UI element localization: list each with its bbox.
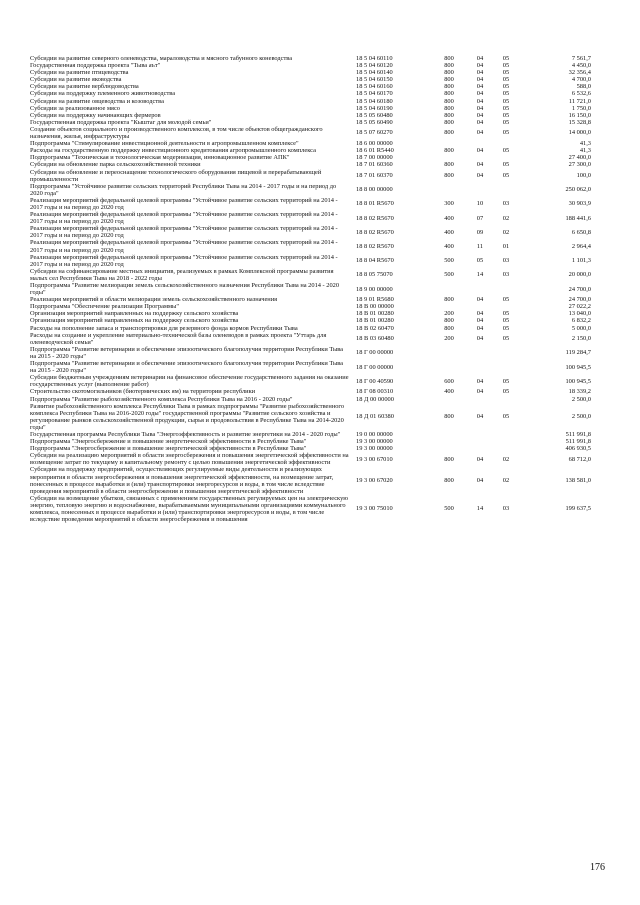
row-code: 18 5 05 60480 [356,111,393,119]
row-code: 18 8 01 R5670 [356,200,394,208]
row-section: 04 [476,335,484,343]
row-name: Подпрограмма "Развитие ветеринарии и обеспечение эпизоотического благополучия территории Республики Тыва на 2015 - 2020 годы" [30,360,344,375]
row-subsection [493,140,519,147]
row-expense-type: 800 [444,455,454,463]
row-expense-type [431,154,467,161]
page-number: 176 [590,862,605,873]
row-amount: 27 300,0 [568,161,591,169]
row-subsection [493,346,519,360]
row-code: 18 В 01 00280 [356,317,394,325]
row-section [467,282,493,296]
row-section: 04 [476,377,484,385]
row-code: 18 7 01 60360 [356,161,393,169]
row-code: 18 8 04 R5670 [356,257,394,265]
row-subsection: 01 [502,242,510,250]
row-name: Подпрограмма "Энергосбережение и повышение энергетической эффективности в Республике Тыва" [30,438,307,446]
row-code: 18 Г 08 00310 [356,388,394,396]
row-code: 18 5 04 60140 [356,69,393,77]
row-name: Подпрограмма "Устойчивое развитие сельских территорий Республики Тыва на 2014 - 2017 годы и на период до 2020 года" [30,182,337,197]
row-expense-type: 800 [444,104,454,112]
row-code: 18 5 04 60170 [356,90,393,98]
row-section [467,303,493,310]
row-section: 04 [476,104,484,112]
table-row [30,346,591,360]
row-section: 04 [476,455,484,463]
row-expense-type: 400 [444,242,454,250]
table-row [30,396,591,403]
row-subsection: 02 [502,477,510,485]
row-subsection: 05 [502,310,510,318]
row-section: 04 [476,76,484,84]
row-expense-type: 500 [444,271,454,279]
row-code: 18 8 00 00000 [356,186,393,194]
row-name: Субсидии на реализацию мероприятий в области энергосбережения и повышения энергетической эффективности на возмещение затрат по текущему и капитальному ремонту с целью повышения энергетической эффективности [30,452,349,467]
row-code: 18 5 04 60150 [356,76,393,84]
row-expense-type: 800 [444,55,454,62]
row-code: 18 Д 01 60380 [356,413,394,421]
table-row [30,154,591,161]
row-subsection: 05 [502,76,510,84]
row-subsection: 05 [502,111,510,119]
row-name: Подпрограмма "Развитие ветеринарии и обеспечение эпизоотического благополучия территории Республики Тыва на 2015 - 2020 годы" [30,345,344,360]
row-section: 04 [476,310,484,318]
row-code: 18 Г 00 00000 [356,349,394,357]
row-expense-type: 800 [444,118,454,126]
row-section: 04 [476,118,484,126]
row-amount: 41,3 [579,140,591,148]
row-name: Реализация мероприятий федеральной целевой программы "Устойчивое развитие сельских территорий на 2014 - 2017 годы и на период до 2020 год [30,239,338,254]
document-page [30,55,591,524]
row-subsection: 03 [502,505,510,513]
row-subsection: 05 [502,172,510,180]
row-amount: 6 532,6 [571,90,591,98]
row-subsection [493,303,519,310]
row-subsection: 03 [502,257,510,265]
table-row [30,332,591,346]
row-code: 18 8 05 75070 [356,271,393,279]
table-row [30,282,591,296]
row-code: 18 В 02 60470 [356,324,394,332]
row-subsection [493,360,519,374]
row-subsection: 05 [502,55,510,62]
row-expense-type: 400 [444,214,454,222]
row-amount: 27 022,2 [568,303,591,311]
row-name: Подпрограмма "Энергосбережение и повышение энергетической эффективности в Республике Тыва" [30,445,307,453]
row-name: Организация мероприятий направленных на поддержку сельского хозяйства [30,310,239,318]
row-amount: 27 400,0 [568,154,591,162]
row-amount: 6 650,8 [571,228,591,236]
row-name: Субсидии за реализованное мясо [30,104,120,112]
row-amount: 1 750,0 [571,104,591,112]
row-name: Подпрограмма "Обеспечение реализации Программы" [30,303,179,311]
row-name: Подпрограмма "Развитие рыбохозяйственного комплекса Республики Тыва на 2016 - 2020 годы" [30,395,293,403]
row-name: Субсидии на поддержку племенного животноводства [30,90,176,98]
table-row [30,62,591,69]
row-name: Организация мероприятий направленных на поддержку сельского хозяйства [30,317,239,325]
row-name: Расходы на государственную поддержку инвестиционного кредитования агропромышленного комплекса [30,147,316,155]
table-row [30,303,591,310]
row-section: 04 [476,129,484,137]
row-expense-type [431,360,467,374]
row-amount: 588,0 [576,83,591,91]
row-name: Субсидии на развитие яководства [30,76,122,84]
row-subsection: 05 [502,147,510,155]
row-section: 04 [476,69,484,77]
row-code: 18 8 02 R5670 [356,228,394,236]
table-row [30,105,591,112]
row-section: 04 [476,90,484,98]
row-expense-type: 600 [444,377,454,385]
row-name: Субсидии на поддержку предприятий, осуществляющих регулируемые виды деятельности и реализующих мероприятия в области энергосбережения и повышения энергетической эффективности, на возмещение затрат, понесенных в процессе выработки и (или) транспортировки энергоресурсов и воды, в том числе вследствие проведения мероприятий в области энергосбережения и повышения энергетической эффективности [30,466,334,495]
table-row [30,495,591,523]
table-row [30,254,591,268]
row-section: 04 [476,111,484,119]
row-subsection: 05 [502,62,510,70]
row-expense-type [431,303,467,310]
row-name: Реализация мероприятий федеральной целевой программы "Устойчивое развитие сельских территорий на 2014 - 2017 годы и на период до 2020 год [30,211,338,226]
row-expense-type [431,346,467,360]
table-row [30,112,591,119]
row-expense-type [431,183,467,197]
row-section: 04 [476,477,484,485]
table-row [30,98,591,105]
row-subsection: 05 [502,296,510,304]
row-expense-type [431,282,467,296]
table-row [30,119,591,126]
table-row [30,296,591,303]
row-amount: 511 991,8 [565,430,591,438]
row-section: 04 [476,296,484,304]
row-expense-type: 800 [444,90,454,98]
table-row [30,431,591,438]
row-code: 18 6 01 R5440 [356,147,394,155]
row-amount: 406 930,5 [565,445,591,453]
row-amount: 41,3 [579,147,591,155]
row-section: 09 [476,228,484,236]
row-section: 04 [476,388,484,396]
row-expense-type: 200 [444,310,454,318]
row-amount: 18 339,2 [568,388,591,396]
row-subsection: 05 [502,97,510,105]
row-expense-type [431,140,467,147]
row-code: 18 В 00 00000 [356,303,394,311]
row-subsection: 05 [502,413,510,421]
row-section: 04 [476,147,484,155]
row-expense-type [431,431,467,438]
row-subsection: 05 [502,377,510,385]
row-section: 07 [476,214,484,222]
row-subsection: 05 [502,317,510,325]
row-name: Субсидии на обновление парка сельскохозяйственной техники [30,161,201,169]
row-section: 14 [476,271,484,279]
row-amount: 20 000,0 [568,271,591,279]
row-name: Субсидии на софинансирование местных инициатив, реализуемых в рамках Комплексной программы развития малых сел Республики Тыва на 2018 - 2022 годы [30,267,334,282]
table-row [30,317,591,324]
row-name: Расходы на создание и укрепление материально-технической базы оленеводов в рамках проекта "Уттарь для оленеводческой семьи" [30,331,327,346]
row-subsection: 03 [502,271,510,279]
row-code: 19 3 00 00000 [356,445,393,453]
row-amount: 30 903,9 [568,200,591,208]
table-row [30,268,591,282]
row-section: 04 [476,317,484,325]
row-expense-type: 500 [444,257,454,265]
budget-table-body [30,55,591,523]
row-subsection: 05 [502,69,510,77]
row-expense-type: 200 [444,335,454,343]
row-code: 18 8 02 R5670 [356,214,394,222]
row-code: 18 5 04 60160 [356,83,393,91]
row-code: 19 3 00 75010 [356,505,393,513]
row-name: Государственная программа Республики Тыва "Энергоэффективность и развитие энергетики на 2014 - 2020 годы" [30,430,341,438]
row-subsection [493,396,519,403]
row-subsection: 05 [502,335,510,343]
row-code: 18 5 04 60180 [356,97,393,105]
table-row [30,76,591,83]
row-amount: 2 500,0 [571,413,591,421]
row-section [467,396,493,403]
table-row [30,360,591,374]
row-code: 18 7 00 00000 [356,154,393,162]
row-amount: 2 500,0 [571,395,591,403]
row-name: Строительство скотомогильников (биотермических ям) на территории республики [30,388,256,396]
table-row [30,161,591,168]
row-section: 04 [476,83,484,91]
row-amount: 511 991,8 [565,438,591,446]
row-subsection: 05 [502,90,510,98]
row-amount: 199 637,5 [565,505,591,513]
row-amount: 13 040,0 [568,310,591,318]
row-expense-type [431,445,467,452]
row-expense-type [431,396,467,403]
row-amount: 2 964,4 [571,242,591,250]
table-row [30,83,591,90]
row-amount: 32 356,4 [568,69,591,77]
row-code: 18 5 05 60490 [356,118,393,126]
table-row [30,310,591,317]
row-name: Государственная поддержка проекта "Кыштаг для молодой семьи" [30,118,212,126]
row-expense-type: 300 [444,200,454,208]
row-code: 19 3 00 00000 [356,438,393,446]
row-code: 18 5 04 60120 [356,62,393,70]
row-subsection [493,154,519,161]
table-row [30,69,591,76]
row-section [467,431,493,438]
row-section: 04 [476,172,484,180]
row-subsection: 02 [502,228,510,236]
row-section [467,360,493,374]
row-code: 19 3 00 67010 [356,455,393,463]
row-amount: 100,0 [576,172,591,180]
table-row [30,388,591,395]
row-section: 04 [476,413,484,421]
row-name: Создание объектов социального и производственного комплексов, в том числе объектов общегражданского назначения, жилья, инфраструктуры [30,125,323,141]
row-amount: 4 700,0 [571,76,591,84]
row-amount: 68 712,0 [568,455,591,463]
row-subsection: 05 [502,324,510,332]
table-row [30,55,591,62]
row-section: 04 [476,324,484,332]
row-code: 18 9 01 R5680 [356,296,394,304]
row-name: Субсидии на развитие верблюдоводства [30,83,139,91]
row-name: Реализация мероприятий федеральной целевой программы "Устойчивое развитие сельских территорий на 2014 - 2017 годы и на период до 2020 год [30,225,338,240]
row-expense-type: 500 [444,505,454,513]
row-expense-type: 800 [444,161,454,169]
table-row [30,169,591,183]
table-row [30,438,591,445]
row-subsection: 05 [502,83,510,91]
row-code: 19 3 00 67020 [356,477,393,485]
row-subsection [493,438,519,445]
row-expense-type: 800 [444,172,454,180]
row-subsection: 03 [502,200,510,208]
row-code: 18 В 01 00280 [356,310,394,318]
row-subsection [493,431,519,438]
table-row [30,325,591,332]
row-code: 18 5 04 60110 [356,55,393,62]
row-code: 18 9 00 00000 [356,285,393,293]
row-code: 18 5 07 60270 [356,129,393,137]
row-amount: 16 150,0 [568,111,591,119]
row-section [467,438,493,445]
row-amount: 24 700,0 [568,296,591,304]
row-code: 18 Г 00 00000 [356,363,394,371]
row-expense-type: 800 [444,97,454,105]
row-expense-type: 800 [444,317,454,325]
row-section [467,154,493,161]
row-subsection: 05 [502,118,510,126]
row-section: 04 [476,55,484,62]
row-code: 18 В 03 60480 [356,335,394,343]
row-name: Субсидии на возмещение убытков, связанных с применением государственных регулируемых цен на электрическую энергию, тепловую энергию и водоснабжение, вырабатываемыми муниципальными организациями коммунального комплекса, понесенных в процессе выработки и (или) транспортировки энергоресурсов и воды, в том числе вследствие проведения мероприятий в области энергосбережения и повышения [30,494,349,524]
row-amount: 6 832,2 [571,317,591,325]
row-subsection: 05 [502,104,510,112]
table-row [30,403,591,431]
row-name: Подпрограмма "Развитие мелиорации земель сельскохозяйственного назначения Республики Тыва на 2014 - 2020 годы" [30,282,340,297]
table-row [30,211,591,225]
row-expense-type: 800 [444,147,454,155]
row-code: 18 7 01 60370 [356,172,393,180]
table-row [30,147,591,154]
row-expense-type: 800 [444,76,454,84]
row-expense-type: 800 [444,324,454,332]
row-expense-type: 800 [444,62,454,70]
table-row [30,225,591,239]
row-name: Подпрограмма "Техническая и технологическая модернизация, инновационное развитие АПК" [30,154,290,162]
row-expense-type: 800 [444,413,454,421]
row-code: 18 Д 00 00000 [356,395,394,403]
row-amount: 14 000,0 [568,129,591,137]
row-section: 14 [476,505,484,513]
row-subsection [493,282,519,296]
row-amount: 188 441,6 [565,214,591,222]
row-name: Субсидии на развитие птицеводства [30,69,129,77]
row-code: 18 6 00 00000 [356,140,393,148]
row-section: 04 [476,161,484,169]
row-amount: 119 284,7 [565,349,591,357]
table-row [30,239,591,253]
row-section: 05 [476,257,484,265]
table-row [30,140,591,147]
row-subsection: 05 [502,129,510,137]
table-row [30,452,591,466]
row-code: 18 8 02 R5670 [356,242,394,250]
row-section [467,445,493,452]
row-subsection [493,445,519,452]
row-section [467,140,493,147]
budget-table [30,55,591,523]
row-section [467,346,493,360]
row-name: Развитие рыбохозяйственного комплекса Республики Тыва в рамках подпрограммы "Развитие рыбохозяйственного комплекса Республики Тыва на 2016-2020 годы" государственной программы "Развитие сельского хозяйства и регулирование рынков сельскохозяйственной продукции, сырья и продовольствия в Республике Тыва на 2014-2020 годы" [30,402,345,431]
row-subsection [493,183,519,197]
row-expense-type: 800 [444,111,454,119]
row-name: Субсидии на развитие овцеводства и козоводства [30,97,164,105]
row-name: Расходы на пополнение запаса и транспортировки для резервного фонда кормов Республики Тыва [30,324,298,332]
row-name: Государственная поддержка проекта "Тыва аът" [30,62,161,70]
row-amount: 24 700,0 [568,285,591,293]
table-row [30,197,591,211]
row-expense-type: 800 [444,69,454,77]
row-name: Субсидии бюджетным учреждениям ветеринарии на финансовое обеспечение государственного задания на оказание государственных услуг (выполнение работ) [30,374,349,389]
row-amount: 100 945,5 [565,377,591,385]
row-amount: 250 062,0 [565,186,591,194]
row-expense-type: 400 [444,388,454,396]
table-row [30,90,591,97]
row-amount: 4 450,0 [571,62,591,70]
row-section [467,183,493,197]
row-subsection: 05 [502,388,510,396]
table-row [30,126,591,140]
row-code: 19 0 00 00000 [356,430,393,438]
row-amount: 100 945,5 [565,363,591,371]
row-subsection: 02 [502,455,510,463]
row-expense-type: 800 [444,129,454,137]
table-row [30,374,591,388]
row-amount: 138 581,0 [565,477,591,485]
row-subsection: 05 [502,161,510,169]
row-amount: 5 000,0 [571,324,591,332]
row-name: Субсидии на развитие северного оленеводства, мараловодства и мясного табунного коневодства [30,55,293,62]
row-section: 10 [476,200,484,208]
row-section: 04 [476,62,484,70]
table-row [30,183,591,197]
row-amount: 1 101,3 [571,257,591,265]
row-name: Реализация мероприятий в области мелиорации земель сельскохозяйственного назначения [30,296,278,304]
row-section: 11 [476,242,484,250]
row-subsection: 02 [502,214,510,222]
row-section: 04 [476,97,484,105]
table-row [30,445,591,452]
row-expense-type: 800 [444,296,454,304]
row-expense-type [431,438,467,445]
row-name: Реализация мероприятий федеральной целевой программы "Устойчивое развитие сельских территорий на 2014 - 2017 годы и на период до 2020 год [30,196,338,211]
table-row [30,466,591,494]
row-expense-type: 400 [444,228,454,236]
row-amount: 7 561,7 [571,55,591,62]
row-amount: 2 150,0 [571,335,591,343]
row-name: Подпрограмма "Стимулирование инвестиционной деятельности в агропромышленном комплексе" [30,140,299,148]
row-name: Реализация мероприятий федеральной целевой программы "Устойчивое развитие сельских территорий на 2014 - 2017 годы и на период до 2020 год [30,253,338,268]
row-amount: 11 721,0 [568,97,591,105]
row-code: 18 5 04 60190 [356,104,393,112]
row-name: Субсидии на поддержку начинающих фермеров [30,111,161,119]
row-expense-type: 800 [444,477,454,485]
row-expense-type: 800 [444,83,454,91]
row-code: 18 Г 00 40590 [356,377,394,385]
row-amount: 15 328,8 [568,118,591,126]
row-name: Субсидии на обновление и переоснащение технологического оборудования пищевой и перерабатывающей промышленности [30,168,322,183]
